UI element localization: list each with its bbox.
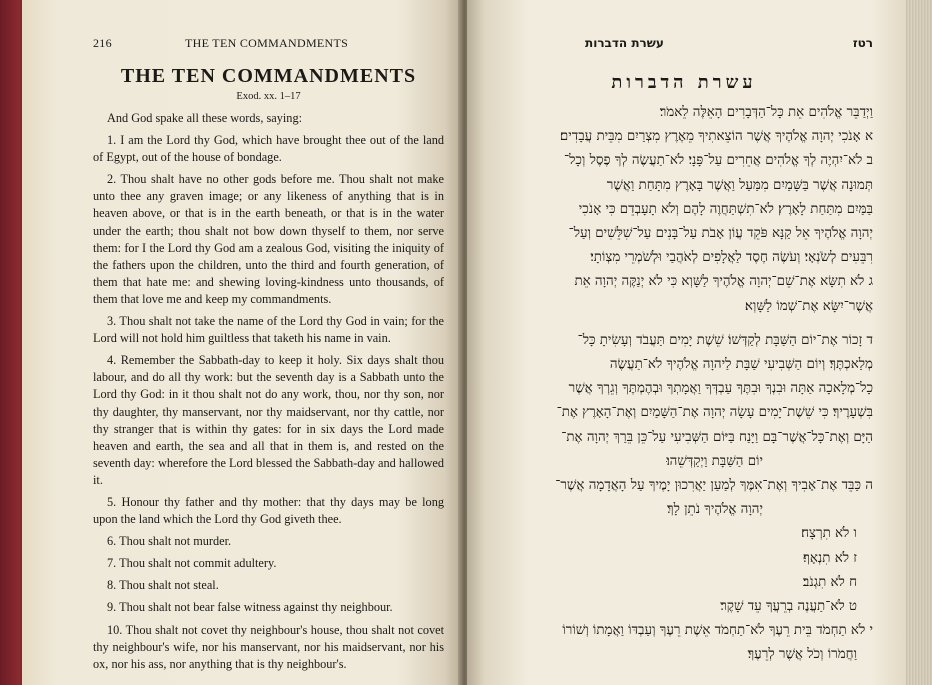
hebrew-line: יְהוָה אֱלֹהֶיךָ אֵל קַנָּא פֹּקֵד עֲוֹן אָבֹת עַל־בָּנִים עַל־שִׁלֵּשִׁים וְעַל־ — [568, 226, 873, 242]
hebrew-line: אֲשֶׁר־יִשָּׂא אֶת־שְׁמוֹ לַשָּׁוְא׃ — [744, 298, 873, 314]
commandment-6: 6. Thou shalt not murder. — [107, 534, 232, 549]
intro-text: And God spake all these words, saying: — [107, 111, 303, 125]
hebrew-line: רִבֵּעִים לְשֹׂנְאָי׃ וְעֹשֶׂה חֶסֶד לַאֲלָפִים לְאֹהֲבַי וּלְשֹׁמְרֵי מִצְוֹתָי׃ — [590, 250, 873, 266]
running-head: THE TEN COMMANDMENTS — [185, 36, 349, 50]
hebrew-line: יְהוָה אֱלֹהֶיךָ נֹתֵן לָךְ׃ — [667, 502, 763, 518]
hebrew-line: ה כַּבֵּד אֶת־אָבִיךָ וְאֶת־אִמֶּךָ לְמַעַן יַאֲרִכוּן יָמֶיךָ עַל הָאֲדָמָה אֲשֶׁר־ — [555, 478, 873, 494]
page-number-hebrew: רטז — [852, 36, 873, 50]
hebrew-line: בַּמַּיִם מִתַּחַת לָאָרֶץ׃ לֹא־תִשְׁתַּחֲוֶה לָהֶם וְלֹא תָעָבְדֵם כִּי אָנֹכִי — [578, 201, 873, 217]
commandment-7: 7. Thou shalt not commit adultery. — [107, 556, 277, 571]
hebrew-line: ז לֹא תִנְאָף׃ — [802, 550, 857, 566]
hebrew-line: תְּמוּנָה אֲשֶׁר בַּשָּׁמַיִם מִמַּעַל וַאֲשֶׁר בָּאָרֶץ מִתָּחַת וַאֲשֶׁר — [606, 177, 873, 193]
commandment-10: 10. Thou shalt not covet thy neighbour's house, thou shalt not covet thy neighbour's wife, nor his manservant, nor his maidservant, nor his ox, nor his ass, nor anything that is thy neighbour's. — [93, 622, 444, 671]
hebrew-line: בִּשְׁעָרֶיךָ׃ כִּי שֵׁשֶׁת־יָמִים עָשָׂה יְהוָה אֶת־הַשָּׁמַיִם וְאֶת־הָאָרֶץ אֶת־ — [556, 405, 873, 421]
left-page — [22, 0, 462, 685]
hebrew-line: א אָנֹכִי יְהוָה אֱלֹהֶיךָ אֲשֶׁר הוֹצֵאתִיךָ מֵאֶרֶץ מִצְרַיִם מִבֵּית עֲבָדִים׃ — [559, 129, 873, 145]
hebrew-line: מְלַאכְתֶּךָ׃ וְיוֹם הַשְּׁבִיעִי שַׁבָּת לַיהוָה אֱלֹהֶיךָ לֹא־תַעֲשֶׂה — [609, 357, 873, 373]
running-head-hebrew: עשרת הדברות — [585, 36, 664, 50]
hebrew-line: ו לֹא תִרְצָח׃ — [801, 526, 857, 542]
commandment-3: 3. Thou shalt not take the name of the Lord thy God in vain; for the Lord will not hold him guiltless that taketh his name in vain. — [93, 314, 444, 346]
hebrew-line: ח לֹא תִגְנֹב׃ — [802, 574, 857, 590]
hebrew-line: וַיְדַבֵּר אֱלֹהִים אֵת כָּל־הַדְּבָרִים הָאֵלֶּה לֵאמֹר׃ — [659, 105, 873, 120]
scripture-reference: Exod. xx. 1–17 — [236, 91, 301, 102]
hebrew-line: ט לֹא־תַעֲנֶה בְרֵעֲךָ עֵד שָׁקֶר׃ — [720, 599, 857, 615]
hebrew-line: וַחֲמֹרוֹ וְכֹל אֲשֶׁר לְרֵעֶךָ׃ — [747, 647, 857, 663]
page-title-hebrew: עשרת הדברות — [611, 72, 757, 93]
running-header — [93, 36, 444, 51]
hebrew-line: הַיָּם וְאֶת־כָּל־אֲשֶׁר־בָּם וַיָּנַח בַּיּוֹם הַשְּׁבִיעִי עַל־כֵּן בֵּרַךְ יְהוָה אֶת־ — [561, 429, 873, 445]
hebrew-line: ב לֹא־יִהְיֶה לְךָ אֱלֹהִים אֲחֵרִים עַל־פָּנָי׃ לֹא־תַעֲשֶׂה לְךָ פֶסֶל וְכָל־ — [563, 153, 873, 169]
commandment-1: 1. I am the Lord thy God, which have brought thee out of the land of Egypt, out of the house of bondage. — [93, 133, 444, 165]
page-edges — [906, 0, 932, 685]
commandment-8: 8. Thou shalt not steal. — [107, 578, 219, 593]
commandment-2: 2. Thou shalt have no other gods before me. Thou shalt not make unto thee any graven image; or any likeness of anything that is in heaven above, or that is in the earth beneath, or that is in the water under the earth; thou shalt not bow down thyself to them, nor serve them: for I the Lord thy God am a zealous God, visiting the iniquity of the fathers upon the children, unto the third and fourth generation, of them that hate me: and shewing loving-kindness unto thousands, of them that love me and keep my commandments. — [93, 172, 444, 306]
hebrew-line: יוֹם הַשַּׁבָּת וַיְקַדְּשֵׁהוּ׃ — [666, 453, 763, 469]
page-number: 216 — [93, 36, 112, 50]
commandment-5: 5. Honour thy father and thy mother: that thy days may be long upon the land which the Lord thy God giveth thee. — [93, 494, 444, 527]
page-title: THE TEN COMMANDMENTS — [120, 65, 417, 87]
running-header-hebrew — [495, 36, 873, 50]
commandment-4: 4. Remember the Sabbath-day to keep it holy. Six days shalt thou labour, and do all thy work: but the seventh day is a Sabbath unto the Lord thy God: in it thou shalt not do any work, thou, nor thy son, nor thy daughter, thy manservant, nor thy maidservant, nor thy cattle, nor thy stranger that is within thy gates: for in six days the Lord made heaven and earth, the sea and all that in them is, and rested on the seventh day: wherefore the Lord blessed the Sabbath-day and hallowed it. — [93, 353, 444, 487]
right-page — [467, 0, 907, 685]
hebrew-line: כָל־מְלָאכָה אַתָּה וּבִנְךָ וּבִתֶּךָ עַבְדְּךָ וַאֲמָתְךָ וּבְהֶמְתֶּךָ וְגֵרְךָ אֲשֶׁר — [568, 381, 873, 397]
hebrew-line: ג לֹא תִשָּׂא אֶת־שֵׁם־יְהוָה אֱלֹהֶיךָ לַשָּׁוְא כִּי לֹא יְנַקֶּה יְהוָה אֵת — [574, 274, 873, 290]
hebrew-line: ד זָכוֹר אֶת־יוֹם הַשַּׁבָּת לְקַדְּשׁוֹ׃ שֵׁשֶׁת יָמִים תַּעֲבֹד וְעָשִׂיתָ כָּל־ — [577, 332, 873, 348]
commandment-9: 9. Thou shalt not bear false witness against thy neighbour. — [107, 600, 393, 615]
hebrew-line: י לֹא תַחְמֹד בֵּית רֵעֶךָ לֹא־תַחְמֹד אֵשֶׁת רֵעֶךָ וְעַבְדּוֹ וַאֲמָתוֹ וְשׁוֹרוֹ — [562, 623, 873, 639]
